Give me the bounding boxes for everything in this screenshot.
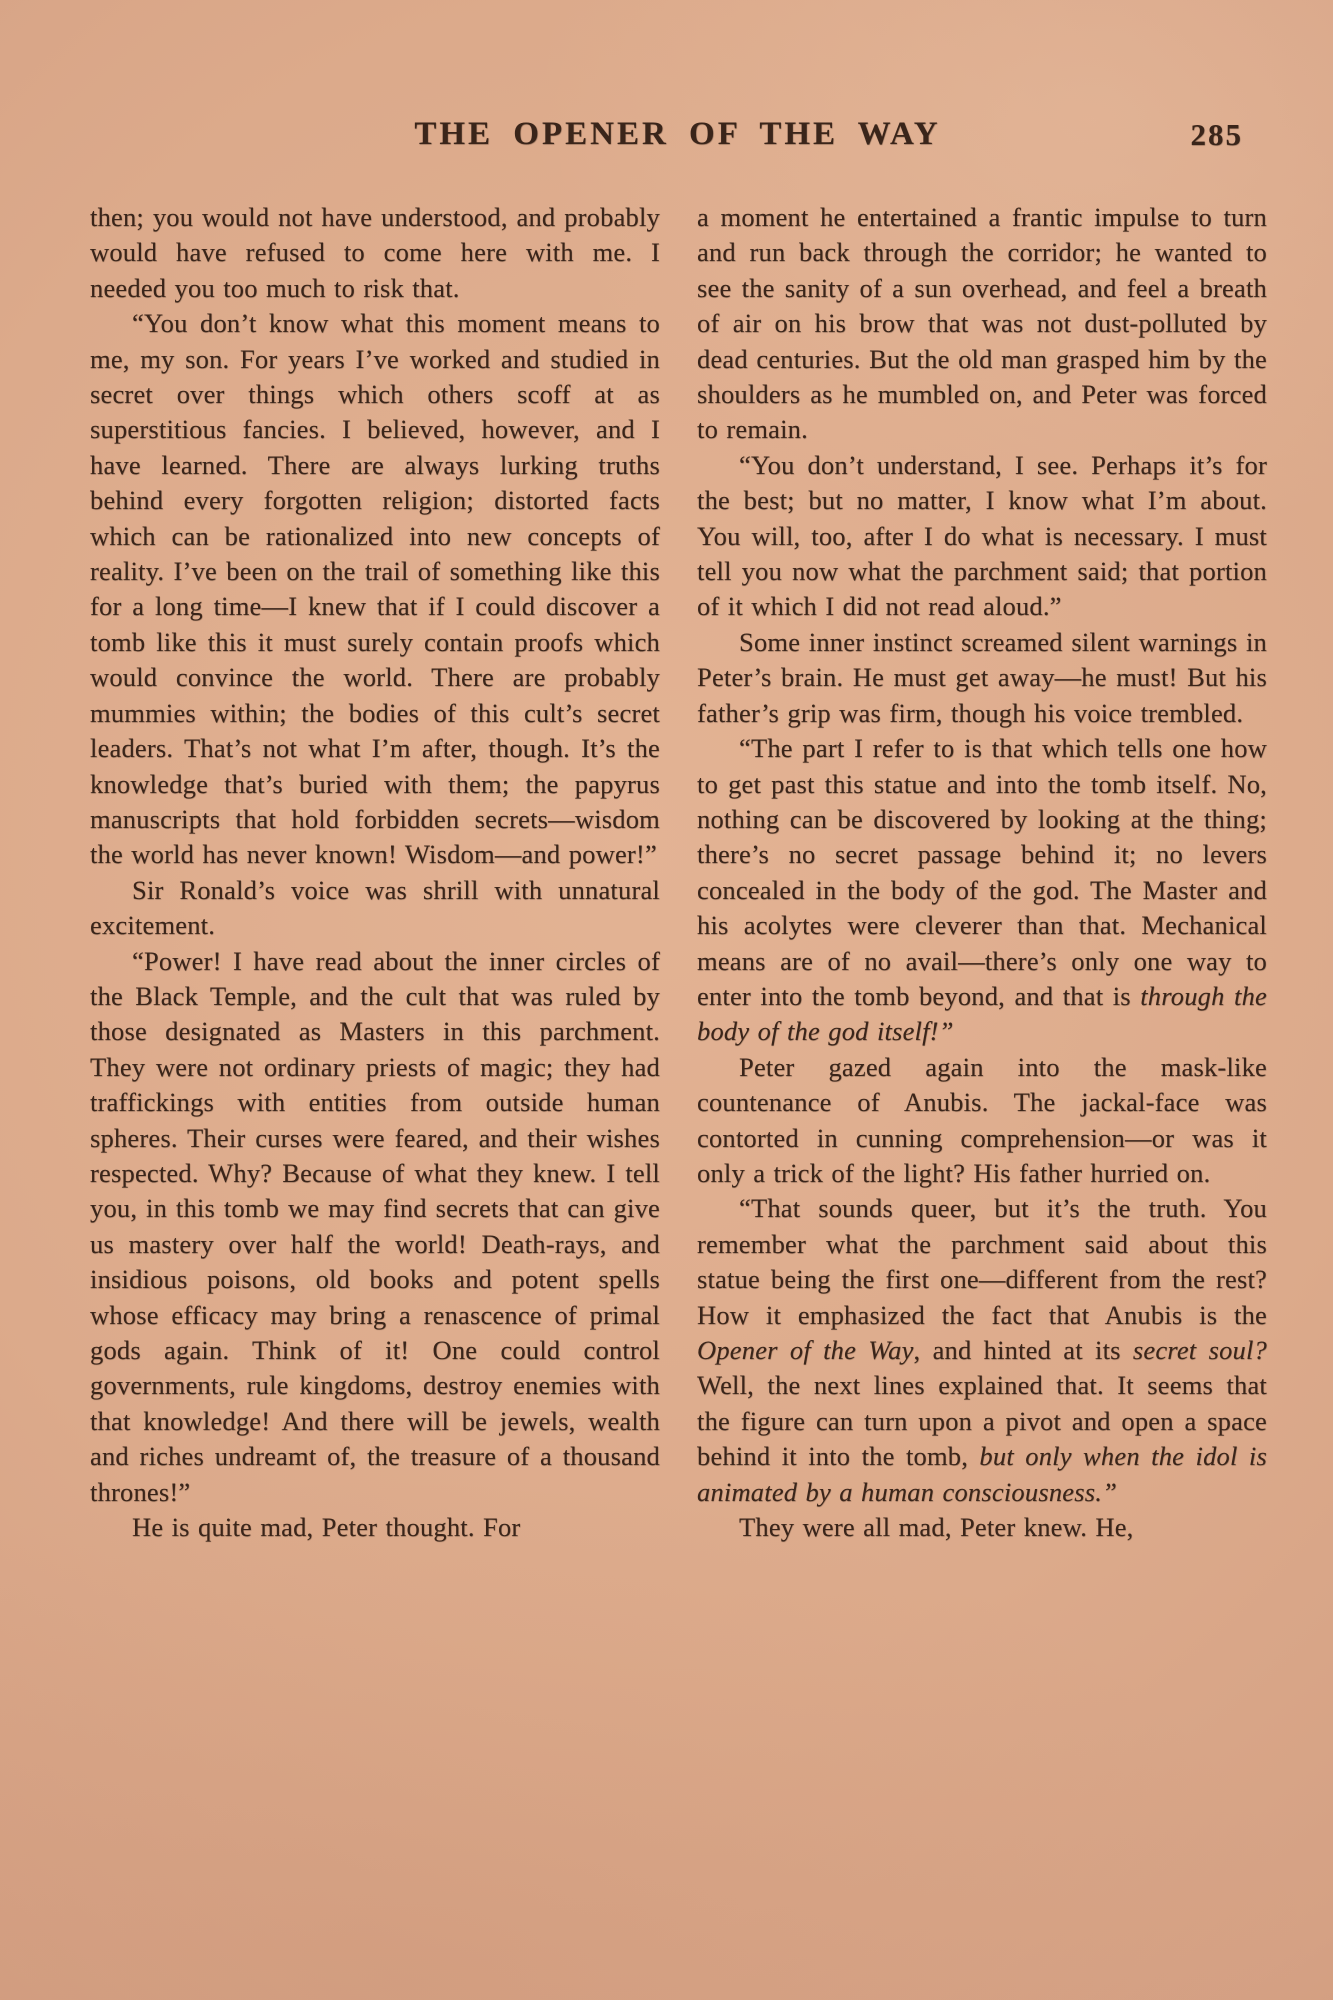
text-run: a moment he entertained a frantic impulse to turn and run back through the corridor; he wanted to see the sanity of a sun overhead, and feel a breath of air on his brow that was not dust-polluted by dead centuries. But the old man grasped him by the shoulders as he mumbled on, and Peter was forced to remain. bbox=[697, 202, 1267, 445]
text-run: “Power! I have read about the inner circles of the Black Temple, and the cult that was ruled by those designated as Masters in this parchment. They were not ordinary priests of magic; they had traffickings with entities from outside human spheres. Their curses were feared, and their wishes respected. Why? Because of what they knew. I tell you, in this tomb we may find secrets that can give us mastery over half the world! Death-rays, and insidious poisons, old books and potent spells whose efficacy may bring a renascence of primal gods again. Think of it! One could control governments, rule kingdoms, destroy enemies with that knowledge! And there will be jewels, wealth and riches undreamt of, the treasure of a thousand thrones!” bbox=[90, 945, 660, 1507]
text-run: then; you would not have understood, and probably would have refused to come here with me. I needed you too much to risk that. bbox=[90, 202, 660, 303]
text-column-right bbox=[697, 200, 1267, 1545]
text-run: Peter gazed again into the mask-like countenance of Anubis. The jackal-face was contorted in cunning comprehension—or was it only a trick of the light? His father hurried on. bbox=[697, 1051, 1267, 1188]
paragraph bbox=[697, 1050, 1267, 1192]
paragraph bbox=[697, 200, 1267, 448]
italic-text-run: but only when the idol is animated by a human consciousness.” bbox=[697, 1441, 1267, 1507]
text-columns bbox=[90, 200, 1267, 1545]
italic-text-run: secret soul? bbox=[1132, 1335, 1267, 1365]
text-run: They were all mad, Peter knew. He, bbox=[739, 1512, 1134, 1543]
text-run: , and hinted at its bbox=[913, 1335, 1133, 1365]
paragraph bbox=[697, 448, 1267, 625]
paragraph bbox=[697, 731, 1267, 1050]
text-run: Some inner instinct screamed silent warnings in Peter’s brain. He must get away—he must! But his father’s grip was firm, though his voice trembled. bbox=[697, 626, 1267, 728]
paragraph bbox=[90, 944, 660, 1511]
text-run: “You don’t understand, I see. Perhaps it’s for the best; but no matter, I know what I’m about. You will, too, after I do what is necessary. I must tell you now what the parchment said; that portion of it which I did not read aloud.” bbox=[697, 449, 1267, 622]
text-column-left bbox=[90, 200, 660, 1545]
text-run: Well, the next lines explained that. It seems that the figure can turn upon a pivot and open a space behind it into the tomb, bbox=[697, 1370, 1267, 1472]
paragraph bbox=[697, 1191, 1267, 1510]
paragraph bbox=[90, 873, 660, 944]
text-run: “That sounds queer, but it’s the truth. You remember what the parchment said about this statue being the first one—different from the rest? How it emphasized the fact that Anubis is the bbox=[697, 1193, 1267, 1330]
italic-text-run: through the body of the god itself!” bbox=[697, 980, 1267, 1047]
paragraph bbox=[90, 1510, 660, 1545]
text-run: “The part I refer to is that which tells one how to get past this statue and into the tomb itself. No, nothing can be discovered by looking at the thing; there’s no secret passage behind it; no levers concealed in the body of the god. The Master and his acolytes were cleverer than that. Mechanical means are of no avail—there’s only one way to enter into the tomb beyond, and that is bbox=[697, 733, 1267, 1011]
paragraph bbox=[697, 1510, 1267, 1545]
paragraph bbox=[90, 306, 660, 873]
paragraph bbox=[697, 625, 1267, 731]
page-number: 285 bbox=[1190, 117, 1243, 152]
text-run: Sir Ronald’s voice was shrill with unnatural excitement. bbox=[90, 874, 660, 941]
text-run: He is quite mad, Peter thought. For bbox=[132, 1512, 521, 1543]
page-header bbox=[90, 116, 1265, 162]
running-title: THE OPENER OF THE WAY bbox=[414, 116, 941, 152]
paragraph bbox=[90, 200, 660, 306]
text-run: “You don’t know what this moment means to me, my son. For years I’ve worked and studied in secret over things which others scoff at as superstitious fancies. I believed, however, and I have learned. There are always lurking truths behind every forgotten religion; distorted facts which can be rationalized into new concepts of reality. I’ve been on the trail of something like this for a long time—I knew that if I could discover a tomb like this it must surely contain proofs which would convince the world. There are probably mummies within; the bodies of this cult’s secret leaders. That’s not what I’m after, though. It’s the knowledge that’s buried with them; the papyrus manuscripts that hold forbidden secrets—wisdom the world has never known! Wisdom—and power!” bbox=[90, 308, 660, 870]
italic-text-run: Opener of the Way bbox=[697, 1335, 914, 1365]
